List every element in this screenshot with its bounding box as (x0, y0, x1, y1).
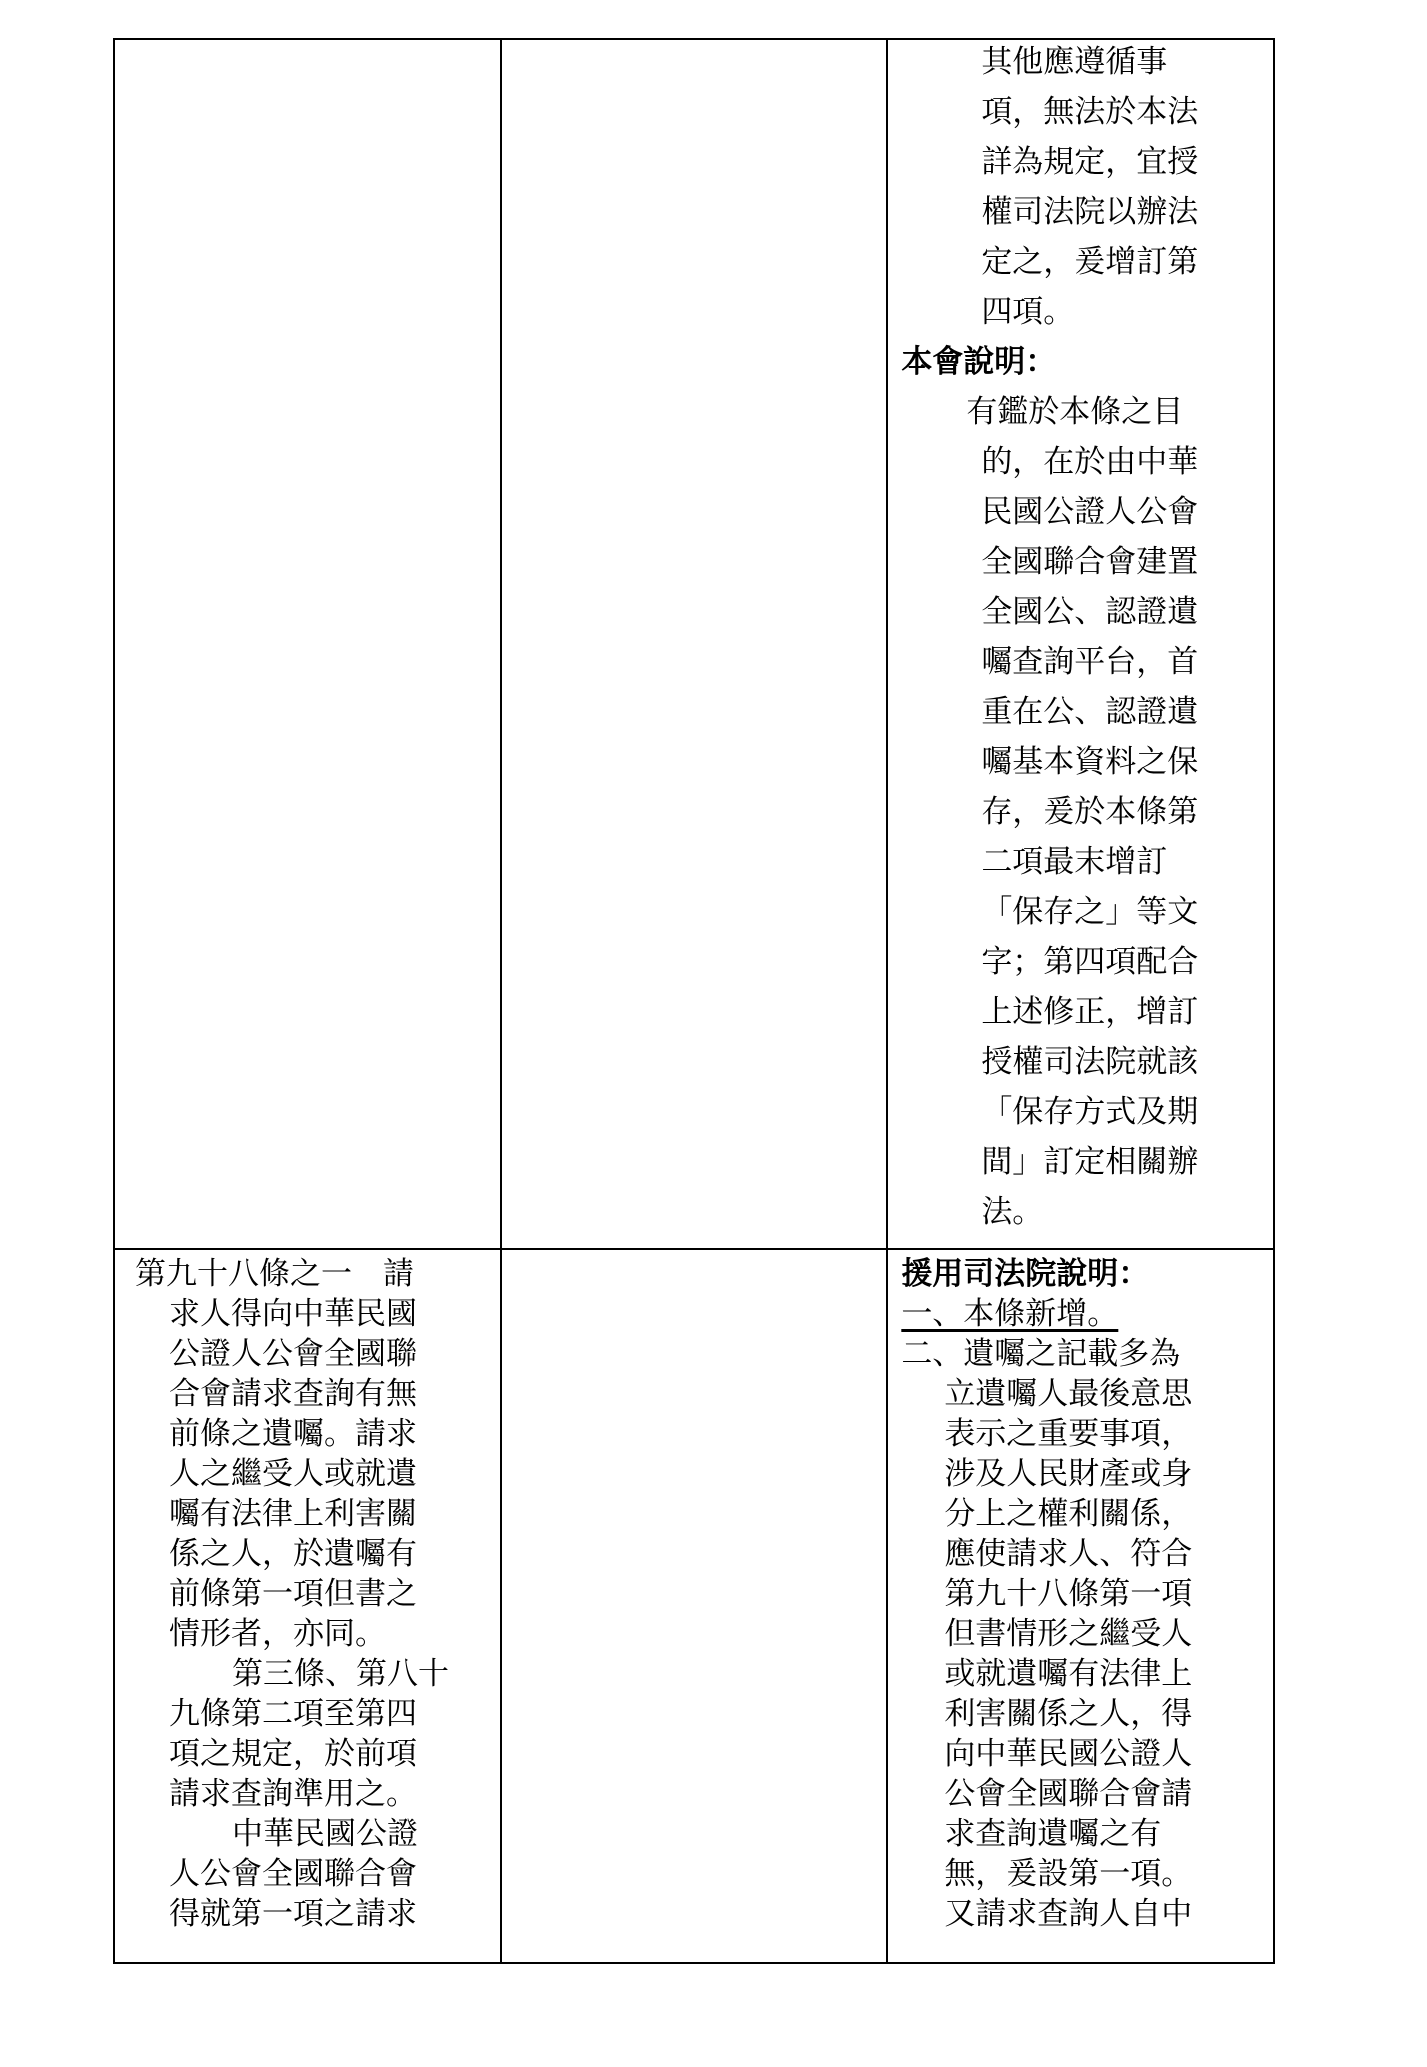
body-line: 法。 (981, 1194, 1044, 1230)
body-line: 上述修正，增訂 (981, 994, 1199, 1030)
list-item-2: 二、遺囑之記載多為 (901, 1336, 1181, 1372)
list-item-2-line: 應使請求人、符合 (944, 1536, 1193, 1572)
list-item-2-line: 表示之重要事項， (944, 1416, 1193, 1452)
body-line: 全國公、認證遺 (981, 594, 1199, 630)
continuation-line: 其他應遵循事 (981, 44, 1168, 80)
list-item-2-line: 分上之權利關係， (944, 1496, 1193, 1532)
list-item-2-line: 涉及人民財產或身 (944, 1456, 1193, 1492)
article-line: 前條之遺囑。請求 (169, 1416, 417, 1452)
body-line: 的，在於由中華 (981, 444, 1199, 480)
cell-top-left (114, 39, 501, 1249)
article-line: 人之繼受人或就遺 (169, 1456, 417, 1492)
body-line: 存，爰於本條第 (981, 794, 1199, 830)
continuation-line: 權司法院以辦法 (981, 194, 1199, 230)
list-item-1: 一、本條新增。 (901, 1296, 1119, 1332)
continuation-line: 詳為規定，宜授 (981, 144, 1199, 180)
article-line: 第九十八條之一 請 (135, 1256, 414, 1292)
article-line: 囑有法律上利害關 (169, 1496, 417, 1532)
body-line: 有鑑於本條之目 (966, 394, 1184, 430)
article-line: 合會請求查詢有無 (169, 1376, 417, 1412)
list-item-2-line: 利害關係之人，得 (944, 1696, 1193, 1732)
body-line: 囑基本資料之保 (981, 744, 1199, 780)
list-item-2-line: 或就遺囑有法律上 (944, 1656, 1193, 1692)
continuation-line: 項，無法於本法 (981, 94, 1199, 130)
article-line: 中華民國公證 (232, 1816, 418, 1852)
body-line: 民國公證人公會 (981, 494, 1199, 530)
article-line: 求人得向中華民國 (169, 1296, 417, 1332)
cell-bottom-middle (501, 1249, 888, 1963)
list-item-2-line: 但書情形之繼受人 (944, 1616, 1193, 1652)
section-heading: 援用司法院說明： (901, 1256, 1150, 1292)
article-line: 係之人，於遺囑有 (169, 1536, 417, 1572)
cell-bottom-left (114, 1249, 501, 1963)
cell-top-middle (501, 39, 888, 1249)
comparison-table (113, 38, 1275, 1963)
article-line: 公證人公會全國聯 (169, 1336, 417, 1372)
body-line: 「保存之」等文 (981, 894, 1199, 930)
table-row (114, 39, 1274, 1249)
continuation-line: 定之，爰增訂第 (981, 244, 1199, 280)
article-line: 項之規定，於前項 (169, 1736, 417, 1772)
article-line: 第三條、第八十 (232, 1656, 449, 1692)
table-grid (113, 38, 1275, 1964)
list-item-2-line: 求查詢遺囑之有 (944, 1816, 1162, 1852)
table-row (114, 1249, 1274, 1963)
section-heading: 本會說明： (901, 344, 1057, 380)
body-line: 字；第四項配合 (981, 944, 1199, 980)
cell-bottom-right (887, 1249, 1274, 1963)
body-line: 間」訂定相關辦 (981, 1144, 1199, 1180)
article-line: 人公會全國聯合會 (169, 1856, 417, 1892)
body-line: 重在公、認證遺 (981, 694, 1199, 730)
continuation-line: 四項。 (981, 294, 1075, 330)
list-item-2-line: 無，爰設第一項。 (944, 1856, 1193, 1892)
list-item-2-line: 立遺囑人最後意思 (944, 1376, 1193, 1412)
body-line: 囑查詢平台，首 (981, 644, 1199, 680)
list-item-2-line: 公會全國聯合會請 (944, 1776, 1193, 1812)
article-line: 前條第一項但書之 (169, 1576, 417, 1612)
body-line: 授權司法院就該 (981, 1044, 1199, 1080)
article-line: 九條第二項至第四 (169, 1696, 417, 1732)
article-line: 請求查詢準用之。 (169, 1776, 417, 1812)
cell-top-right (887, 39, 1274, 1249)
body-line: 全國聯合會建置 (981, 544, 1199, 580)
body-line: 「保存方式及期 (981, 1094, 1199, 1130)
article-line: 得就第一項之請求 (169, 1896, 417, 1932)
list-item-2-line: 又請求查詢人自中 (944, 1896, 1193, 1932)
list-item-2-line: 第九十八條第一項 (944, 1576, 1193, 1612)
article-line: 情形者，亦同。 (169, 1616, 386, 1652)
body-line: 二項最末增訂 (981, 844, 1168, 880)
list-item-2-line: 向中華民國公證人 (944, 1736, 1193, 1772)
